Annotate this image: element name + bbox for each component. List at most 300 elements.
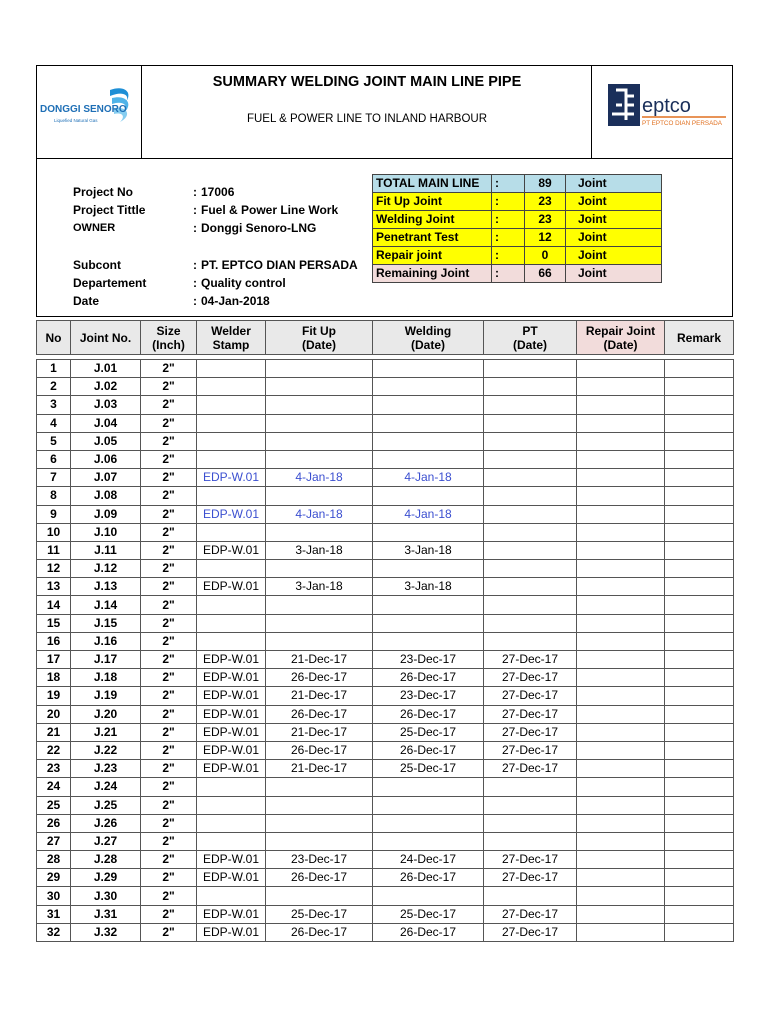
cell-welding-date [373, 396, 484, 414]
cell-no: 4 [37, 414, 71, 432]
cell-no: 5 [37, 432, 71, 450]
summary-unit: Joint [566, 265, 662, 283]
table-row [37, 705, 734, 723]
table-row [37, 651, 734, 669]
eptco-logo [608, 84, 726, 134]
cell-repair-date [577, 796, 665, 814]
cell-joint-no: J.28 [71, 851, 141, 869]
cell-no: 11 [37, 541, 71, 559]
cell-no: 25 [37, 796, 71, 814]
cell-fit-up-date: 3-Jan-18 [266, 578, 373, 596]
cell-joint-no: J.06 [71, 450, 141, 468]
cell-welder-stamp [197, 832, 266, 850]
cell-repair-date [577, 778, 665, 796]
cell-pt-date: 27-Dec-17 [484, 869, 577, 887]
cell-joint-no: J.07 [71, 469, 141, 487]
cell-joint-no: J.15 [71, 614, 141, 632]
cell-joint-no: J.11 [71, 541, 141, 559]
cell-joint-no: J.19 [71, 687, 141, 705]
svg-text:eptco: eptco [642, 95, 691, 117]
table-row [37, 396, 734, 414]
summary-value: 12 [525, 229, 566, 247]
cell-joint-no: J.13 [71, 578, 141, 596]
report-subtitle: FUEL & POWER LINE TO INLAND HARBOUR [246, 113, 488, 125]
cell-joint-no: J.31 [71, 905, 141, 923]
cell-welder-stamp [197, 814, 266, 832]
cell-pt-date: 27-Dec-17 [484, 687, 577, 705]
cell-welding-date [373, 487, 484, 505]
cell-pt-date [484, 432, 577, 450]
cell-remark [665, 741, 734, 759]
table-row [37, 687, 734, 705]
cell-size: 2" [141, 505, 197, 523]
cell-size: 2" [141, 723, 197, 741]
summary-unit: Joint [566, 193, 662, 211]
cell-pt-date [484, 778, 577, 796]
cell-fit-up-date: 26-Dec-17 [266, 741, 373, 759]
cell-pt-date [484, 378, 577, 396]
cell-welder-stamp [197, 778, 266, 796]
cell-pt-date [484, 578, 577, 596]
cell-no: 3 [37, 396, 71, 414]
table-row [37, 414, 734, 432]
table-row [37, 560, 734, 578]
cell-repair-date [577, 741, 665, 759]
cell-remark [665, 705, 734, 723]
donggi-senoro-logo [40, 82, 138, 132]
cell-joint-no: J.30 [71, 887, 141, 905]
cell-size: 2" [141, 523, 197, 541]
summary-row [373, 229, 662, 247]
cell-pt-date [484, 814, 577, 832]
value-department: : Quality control [193, 276, 286, 290]
col-header-pt: PT (Date) [484, 321, 577, 355]
cell-welder-stamp: EDP-W.01 [197, 851, 266, 869]
cell-pt-date: 27-Dec-17 [484, 760, 577, 778]
cell-welding-date [373, 632, 484, 650]
project-info [36, 157, 733, 317]
summary-label: Fit Up Joint [373, 193, 492, 211]
col-header-no: No [37, 321, 71, 355]
cell-welding-date [373, 832, 484, 850]
cell-repair-date [577, 560, 665, 578]
cell-size: 2" [141, 832, 197, 850]
cell-fit-up-date [266, 523, 373, 541]
cell-pt-date [484, 360, 577, 378]
report-title: SUMMARY WELDING JOINT MAIN LINE PIPE [212, 74, 522, 90]
cell-joint-no: J.04 [71, 414, 141, 432]
cell-welder-stamp [197, 360, 266, 378]
summary-colon: : [492, 211, 525, 229]
table-row [37, 378, 734, 396]
cell-size: 2" [141, 560, 197, 578]
cell-pt-date [484, 523, 577, 541]
cell-pt-date [484, 469, 577, 487]
cell-size: 2" [141, 887, 197, 905]
cell-remark [665, 560, 734, 578]
cell-pt-date [484, 487, 577, 505]
cell-pt-date [484, 560, 577, 578]
cell-pt-date: 27-Dec-17 [484, 905, 577, 923]
cell-no: 27 [37, 832, 71, 850]
cell-size: 2" [141, 760, 197, 778]
table-row [37, 450, 734, 468]
table-row [37, 832, 734, 850]
cell-remark [665, 723, 734, 741]
cell-repair-date [577, 705, 665, 723]
cell-joint-no: J.09 [71, 505, 141, 523]
cell-repair-date [577, 887, 665, 905]
table-row [37, 541, 734, 559]
cell-remark [665, 632, 734, 650]
svg-text:PT EPTCO DIAN PERSADA: PT EPTCO DIAN PERSADA [642, 120, 723, 127]
cell-welding-date: 3-Jan-18 [373, 541, 484, 559]
cell-size: 2" [141, 632, 197, 650]
cell-repair-date [577, 814, 665, 832]
cell-fit-up-date: 4-Jan-18 [266, 505, 373, 523]
cell-no: 16 [37, 632, 71, 650]
table-row [37, 796, 734, 814]
cell-no: 31 [37, 905, 71, 923]
cell-welder-stamp [197, 432, 266, 450]
cell-no: 21 [37, 723, 71, 741]
cell-repair-date [577, 687, 665, 705]
summary-label: Penetrant Test [373, 229, 492, 247]
cell-no: 19 [37, 687, 71, 705]
cell-welder-stamp [197, 596, 266, 614]
cell-fit-up-date [266, 778, 373, 796]
cell-welder-stamp: EDP-W.01 [197, 505, 266, 523]
cell-size: 2" [141, 687, 197, 705]
cell-welder-stamp: EDP-W.01 [197, 578, 266, 596]
cell-fit-up-date [266, 614, 373, 632]
cell-joint-no: J.22 [71, 741, 141, 759]
cell-size: 2" [141, 778, 197, 796]
label-department: Departement [73, 276, 147, 290]
label-subcont: Subcont [73, 258, 121, 272]
cell-no: 15 [37, 614, 71, 632]
cell-welding-date: 23-Dec-17 [373, 687, 484, 705]
cell-remark [665, 796, 734, 814]
cell-fit-up-date [266, 796, 373, 814]
cell-no: 23 [37, 760, 71, 778]
cell-welding-date: 25-Dec-17 [373, 760, 484, 778]
summary-label: Repair joint [373, 247, 492, 265]
svg-text:Liquefied Natural Gas: Liquefied Natural Gas [54, 118, 98, 123]
cell-welding-date: 25-Dec-17 [373, 905, 484, 923]
col-header-remark: Remark [665, 321, 734, 355]
cell-welder-stamp: EDP-W.01 [197, 687, 266, 705]
cell-no: 8 [37, 487, 71, 505]
summary-colon: : [492, 247, 525, 265]
cell-joint-no: J.08 [71, 487, 141, 505]
cell-fit-up-date [266, 632, 373, 650]
cell-joint-no: J.23 [71, 760, 141, 778]
cell-pt-date: 27-Dec-17 [484, 669, 577, 687]
label-date: Date [73, 294, 100, 308]
table-row [37, 523, 734, 541]
cell-fit-up-date: 21-Dec-17 [266, 723, 373, 741]
cell-welding-date [373, 523, 484, 541]
label-project-no: Project No [73, 185, 134, 199]
cell-pt-date [484, 414, 577, 432]
cell-joint-no: J.17 [71, 651, 141, 669]
cell-welding-date: 26-Dec-17 [373, 741, 484, 759]
cell-repair-date [577, 851, 665, 869]
table-row [37, 632, 734, 650]
cell-fit-up-date: 26-Dec-17 [266, 705, 373, 723]
cell-fit-up-date [266, 432, 373, 450]
summary-value: 89 [525, 175, 566, 193]
table-row [37, 596, 734, 614]
cell-fit-up-date [266, 396, 373, 414]
cell-fit-up-date: 26-Dec-17 [266, 923, 373, 941]
cell-pt-date [484, 796, 577, 814]
cell-fit-up-date: 23-Dec-17 [266, 851, 373, 869]
cell-remark [665, 832, 734, 850]
cell-pt-date [484, 396, 577, 414]
cell-welding-date [373, 450, 484, 468]
table-row [37, 814, 734, 832]
cell-repair-date [577, 523, 665, 541]
cell-fit-up-date [266, 378, 373, 396]
cell-joint-no: J.03 [71, 396, 141, 414]
cell-joint-no: J.32 [71, 923, 141, 941]
cell-no: 28 [37, 851, 71, 869]
table-row [37, 923, 734, 941]
summary-label: Remaining Joint [373, 265, 492, 283]
cell-pt-date: 27-Dec-17 [484, 705, 577, 723]
cell-welder-stamp [197, 487, 266, 505]
cell-joint-no: J.24 [71, 778, 141, 796]
cell-no: 2 [37, 378, 71, 396]
cell-pt-date: 27-Dec-17 [484, 651, 577, 669]
cell-remark [665, 378, 734, 396]
cell-fit-up-date [266, 414, 373, 432]
cell-joint-no: J.14 [71, 596, 141, 614]
cell-size: 2" [141, 487, 197, 505]
cell-remark [665, 578, 734, 596]
cell-joint-no: J.25 [71, 796, 141, 814]
cell-repair-date [577, 596, 665, 614]
cell-pt-date [484, 541, 577, 559]
cell-no: 6 [37, 450, 71, 468]
cell-size: 2" [141, 396, 197, 414]
table-row [37, 905, 734, 923]
cell-fit-up-date [266, 814, 373, 832]
cell-repair-date [577, 832, 665, 850]
cell-remark [665, 687, 734, 705]
value-subcont: : PT. EPTCO DIAN PERSADA [193, 258, 358, 272]
table-row [37, 578, 734, 596]
cell-remark [665, 651, 734, 669]
cell-no: 13 [37, 578, 71, 596]
cell-size: 2" [141, 669, 197, 687]
summary-row [373, 265, 662, 283]
summary-row [373, 247, 662, 265]
svg-text:DONGGI SENORO: DONGGI SENORO [40, 104, 127, 115]
cell-fit-up-date [266, 887, 373, 905]
cell-remark [665, 869, 734, 887]
cell-repair-date [577, 469, 665, 487]
cell-welding-date: 3-Jan-18 [373, 578, 484, 596]
cell-repair-date [577, 414, 665, 432]
cell-remark [665, 414, 734, 432]
cell-welding-date [373, 414, 484, 432]
cell-repair-date [577, 541, 665, 559]
cell-joint-no: J.29 [71, 869, 141, 887]
cell-repair-date [577, 869, 665, 887]
cell-remark [665, 450, 734, 468]
cell-no: 20 [37, 705, 71, 723]
cell-repair-date [577, 505, 665, 523]
cell-size: 2" [141, 869, 197, 887]
cell-size: 2" [141, 814, 197, 832]
summary-colon: : [492, 229, 525, 247]
cell-joint-no: J.21 [71, 723, 141, 741]
summary-unit: Joint [566, 211, 662, 229]
value-date: : 04-Jan-2018 [193, 294, 270, 308]
table-row [37, 487, 734, 505]
cell-no: 12 [37, 560, 71, 578]
cell-welder-stamp [197, 632, 266, 650]
cell-size: 2" [141, 741, 197, 759]
cell-fit-up-date: 4-Jan-18 [266, 469, 373, 487]
cell-no: 10 [37, 523, 71, 541]
cell-welder-stamp: EDP-W.01 [197, 723, 266, 741]
table-row [37, 432, 734, 450]
cell-fit-up-date: 26-Dec-17 [266, 669, 373, 687]
summary-row [373, 175, 662, 193]
cell-joint-no: J.26 [71, 814, 141, 832]
cell-repair-date [577, 669, 665, 687]
cell-size: 2" [141, 796, 197, 814]
summary-value: 23 [525, 211, 566, 229]
cell-joint-no: J.01 [71, 360, 141, 378]
cell-repair-date [577, 378, 665, 396]
cell-welder-stamp [197, 523, 266, 541]
cell-welding-date [373, 614, 484, 632]
cell-size: 2" [141, 578, 197, 596]
summary-unit: Joint [566, 247, 662, 265]
cell-welder-stamp: EDP-W.01 [197, 469, 266, 487]
cell-fit-up-date [266, 360, 373, 378]
cell-welding-date: 24-Dec-17 [373, 851, 484, 869]
cell-remark [665, 541, 734, 559]
summary-colon: : [492, 193, 525, 211]
cell-size: 2" [141, 432, 197, 450]
table-row [37, 778, 734, 796]
cell-no: 24 [37, 778, 71, 796]
cell-joint-no: J.16 [71, 632, 141, 650]
joint-table [36, 320, 734, 942]
cell-welder-stamp [197, 450, 266, 468]
cell-no: 29 [37, 869, 71, 887]
cell-welder-stamp: EDP-W.01 [197, 869, 266, 887]
cell-welding-date [373, 887, 484, 905]
value-owner: : Donggi Senoro-LNG [193, 221, 317, 235]
cell-pt-date: 27-Dec-17 [484, 851, 577, 869]
cell-size: 2" [141, 614, 197, 632]
cell-repair-date [577, 614, 665, 632]
cell-welder-stamp: EDP-W.01 [197, 741, 266, 759]
cell-fit-up-date: 21-Dec-17 [266, 760, 373, 778]
cell-repair-date [577, 905, 665, 923]
cell-welder-stamp: EDP-W.01 [197, 923, 266, 941]
cell-fit-up-date [266, 487, 373, 505]
cell-no: 22 [37, 741, 71, 759]
summary-unit: Joint [566, 229, 662, 247]
cell-size: 2" [141, 414, 197, 432]
table-row [37, 360, 734, 378]
cell-repair-date [577, 632, 665, 650]
cell-size: 2" [141, 450, 197, 468]
cell-remark [665, 923, 734, 941]
cell-no: 18 [37, 669, 71, 687]
cell-pt-date [484, 505, 577, 523]
cell-pt-date: 27-Dec-17 [484, 741, 577, 759]
cell-joint-no: J.18 [71, 669, 141, 687]
cell-fit-up-date [266, 560, 373, 578]
cell-welding-date [373, 814, 484, 832]
col-header-repair-joint: Repair Joint (Date) [577, 321, 665, 355]
cell-remark [665, 905, 734, 923]
cell-welding-date: 4-Jan-18 [373, 505, 484, 523]
label-owner: OWNER [73, 222, 116, 234]
cell-fit-up-date [266, 832, 373, 850]
table-row [37, 760, 734, 778]
eptco-logo-cell [591, 66, 732, 158]
cell-joint-no: J.12 [71, 560, 141, 578]
cell-welding-date [373, 378, 484, 396]
cell-pt-date: 27-Dec-17 [484, 723, 577, 741]
summary-value: 23 [525, 193, 566, 211]
cell-joint-no: J.20 [71, 705, 141, 723]
cell-welder-stamp [197, 887, 266, 905]
cell-remark [665, 778, 734, 796]
cell-joint-no: J.05 [71, 432, 141, 450]
cell-welder-stamp: EDP-W.01 [197, 541, 266, 559]
cell-repair-date [577, 578, 665, 596]
cell-pt-date [484, 887, 577, 905]
cell-remark [665, 523, 734, 541]
cell-fit-up-date: 25-Dec-17 [266, 905, 373, 923]
cell-welding-date: 26-Dec-17 [373, 669, 484, 687]
col-header-welding: Welding (Date) [373, 321, 484, 355]
cell-pt-date: 27-Dec-17 [484, 923, 577, 941]
cell-repair-date [577, 651, 665, 669]
cell-remark [665, 432, 734, 450]
cell-remark [665, 614, 734, 632]
cell-size: 2" [141, 923, 197, 941]
cell-remark [665, 851, 734, 869]
col-header-fit-up: Fit Up (Date) [266, 321, 373, 355]
cell-no: 1 [37, 360, 71, 378]
summary-label: TOTAL MAIN LINE [373, 175, 492, 193]
cell-repair-date [577, 760, 665, 778]
cell-no: 32 [37, 923, 71, 941]
cell-fit-up-date [266, 450, 373, 468]
cell-remark [665, 487, 734, 505]
cell-fit-up-date [266, 596, 373, 614]
cell-welder-stamp [197, 796, 266, 814]
cell-welding-date: 26-Dec-17 [373, 705, 484, 723]
cell-welding-date: 25-Dec-17 [373, 723, 484, 741]
value-project-no: : 17006 [193, 185, 235, 199]
cell-welder-stamp: EDP-W.01 [197, 905, 266, 923]
summary-row [373, 193, 662, 211]
summary-label: Welding Joint [373, 211, 492, 229]
